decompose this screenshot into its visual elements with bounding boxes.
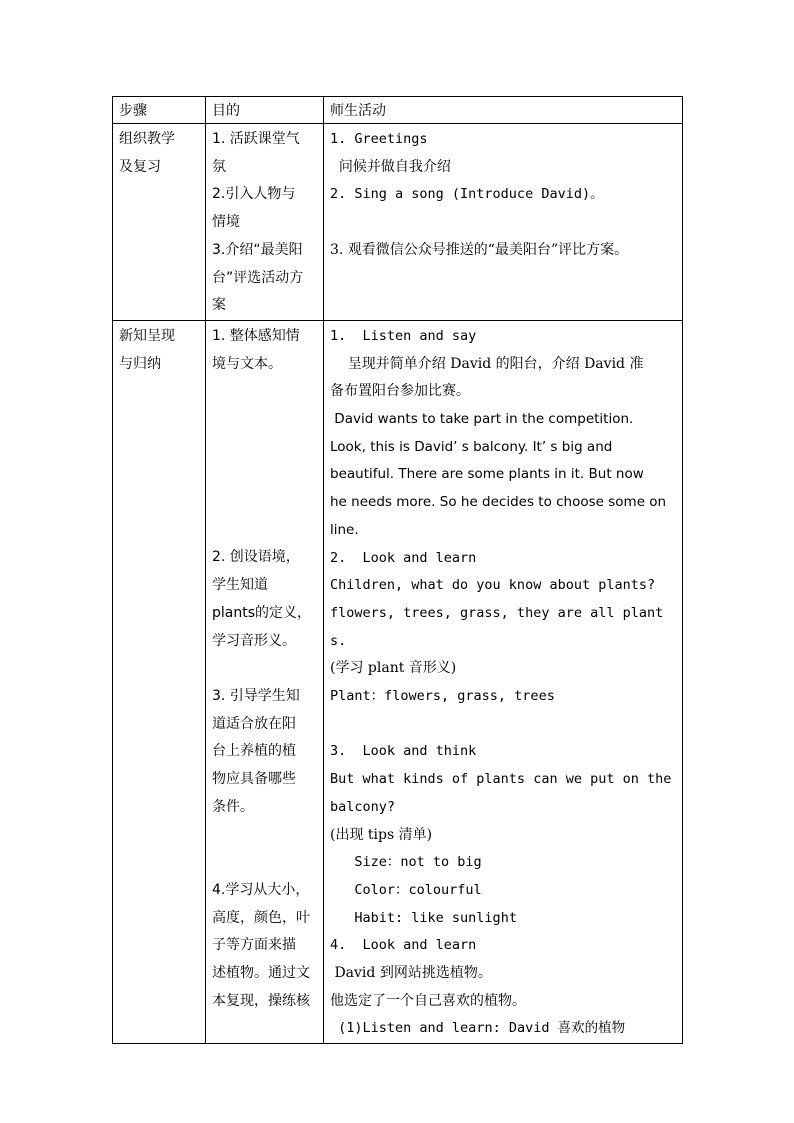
activity-line: 3. 观看微信公众号推送的“最美阳台”评比方案。 xyxy=(330,241,629,258)
purpose-line: 子等方面来描 xyxy=(212,937,296,954)
activity-line: Look, this is David’ s balcony. It’ s big and xyxy=(330,438,613,455)
activity-line: flowers, trees, grass, they are all plants. xyxy=(330,604,664,649)
activity-line: David 到网站挑选植物。 xyxy=(330,965,492,982)
purpose-line: 高度，颜色，叶 xyxy=(212,909,310,926)
purpose-line: 1. 活跃课堂气 xyxy=(212,131,300,147)
activity-line: (学习 plant 音形义) xyxy=(330,660,457,677)
step-text: 新知呈现 xyxy=(119,327,175,344)
activity-line: 3. Look and think xyxy=(330,743,477,760)
activity-line: Plant：flowers, grass, trees xyxy=(330,688,555,705)
activity-line: 他选定了一个自己喜欢的植物。 xyxy=(330,992,526,1009)
activity-line: he needs more. So he decides to choose some on xyxy=(330,494,667,511)
purpose-line: 案 xyxy=(212,297,226,314)
activity-line: But what kinds of plants can we put on the xyxy=(330,771,672,788)
activity-line: Color：colourful xyxy=(330,881,482,898)
lesson-plan-table xyxy=(112,96,683,1044)
purpose-line: 3.介绍“最美阳 xyxy=(212,241,303,258)
purpose-cell xyxy=(206,320,324,1043)
step-text: 及复习 xyxy=(119,158,161,175)
header-activity: 师生活动 xyxy=(324,97,683,124)
purpose-line: 物应具备哪些 xyxy=(212,771,296,788)
activity-line: Habit: like sunlight xyxy=(330,909,517,926)
activity-line: beautiful. There are some plants in it. But now xyxy=(330,466,644,483)
step-text: 组织教学 xyxy=(119,131,175,147)
purpose-line: plants的定义， xyxy=(212,604,312,621)
activity-cell xyxy=(324,320,683,1043)
table-row xyxy=(113,320,683,1043)
activity-line: line. xyxy=(330,521,359,538)
header-purpose: 目的 xyxy=(206,97,324,124)
activity-line: 呈现并简单介绍 David 的阳台，介绍 David 准 xyxy=(330,355,644,372)
purpose-cell xyxy=(206,124,324,321)
purpose-line: 道适合放在阳 xyxy=(212,715,296,732)
purpose-line: 学习音形义。 xyxy=(212,632,296,649)
activity-line: 备布置阳台参加比赛。 xyxy=(330,383,470,400)
purpose-line: 台”评选活动方 xyxy=(212,269,304,286)
activity-line: Children, what do you know about plants? xyxy=(330,577,656,594)
purpose-line: 条件。 xyxy=(212,798,254,815)
purpose-line: 氛 xyxy=(212,158,226,175)
purpose-line: 1. 整体感知情 xyxy=(212,327,300,344)
purpose-line: 台上养植的植 xyxy=(212,743,296,760)
header-row xyxy=(113,97,683,124)
activity-line: David wants to take part in the competition. xyxy=(330,411,634,428)
table-row xyxy=(113,124,683,321)
activity-line: 问候并做自我介绍 xyxy=(330,158,451,175)
activity-line: 2. Look and learn xyxy=(330,549,477,566)
purpose-line: 2. 创设语境， xyxy=(212,549,300,566)
purpose-line: 学生知道 xyxy=(212,577,268,594)
step-cell xyxy=(113,320,206,1043)
header-steps: 步骤 xyxy=(113,97,206,124)
activity-line: (1)Listen and learn: David 喜欢的植物 xyxy=(330,1020,626,1037)
activity-line: Size：not to big xyxy=(330,854,482,871)
step-cell xyxy=(113,124,206,321)
purpose-line: 述植物。通过文 xyxy=(212,964,310,981)
purpose-line: 境与文本。 xyxy=(212,355,282,372)
activity-line: 1. Greetings xyxy=(330,131,428,147)
purpose-line: 情境 xyxy=(212,214,240,231)
purpose-line: 本复现，操练核 xyxy=(212,992,310,1009)
purpose-line: 3. 引导学生知 xyxy=(212,687,300,704)
activity-line: (出现 tips 清单) xyxy=(330,826,433,843)
purpose-line: 2.引入人物与 xyxy=(212,186,296,203)
activity-line: 2. Sing a song (Introduce David)。 xyxy=(330,186,604,203)
activity-line: 1. Listen and say xyxy=(330,327,477,344)
purpose-line: 4.学习从大小， xyxy=(212,881,310,898)
activity-cell xyxy=(324,124,683,321)
activity-line: 4. Look and learn xyxy=(330,937,477,954)
activity-line: balcony? xyxy=(330,798,396,815)
step-text: 与归纳 xyxy=(119,355,161,372)
